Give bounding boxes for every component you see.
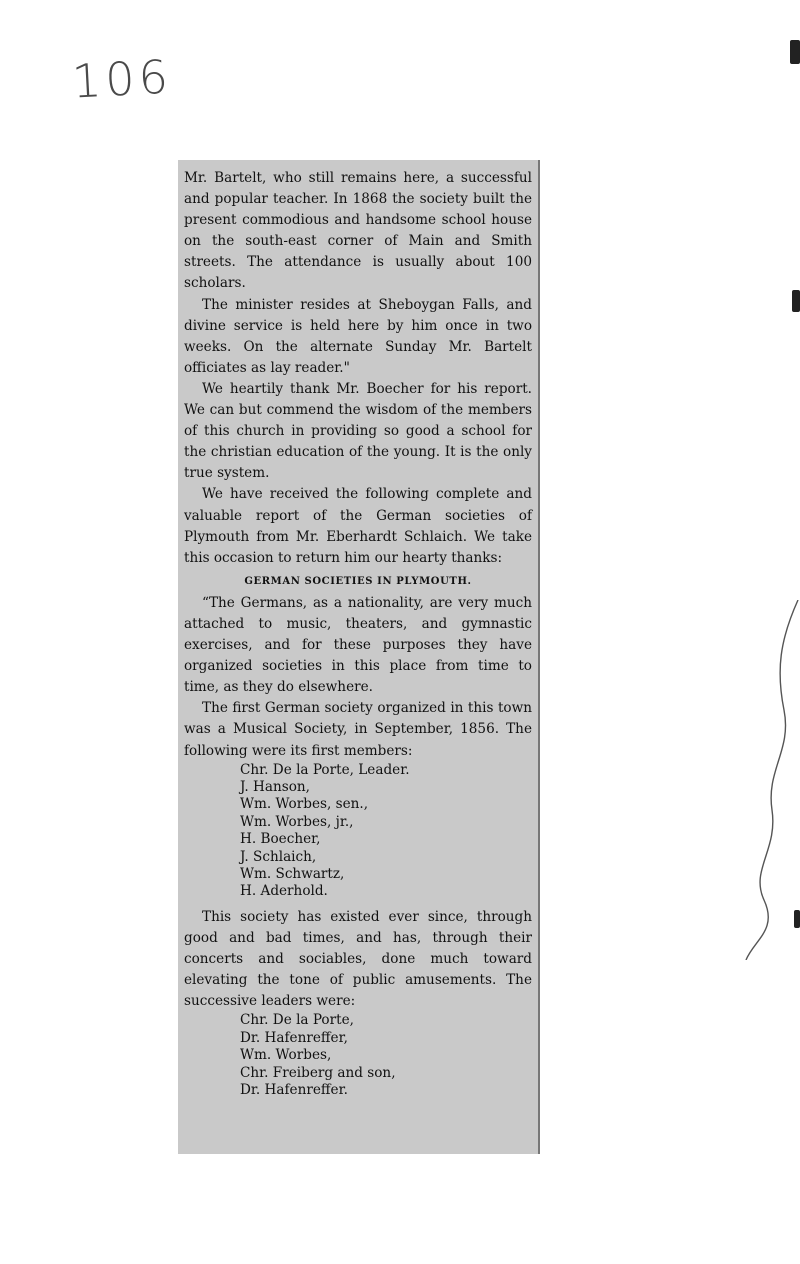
member-name: H. Aderhold. bbox=[240, 883, 328, 900]
article-paragraph: The minister resides at Sheboygan Falls, and divine service is held here by him once in two weeks. On the alternate Sunday Mr. Bartelt officiates as lay reader." bbox=[184, 296, 532, 376]
clipping-column-rule bbox=[538, 160, 540, 1154]
leaders-list bbox=[184, 1012, 532, 1099]
handwritten-page-number: 106 bbox=[70, 49, 174, 109]
newspaper-clipping bbox=[178, 160, 540, 1154]
leader-name: Dr. Hafenreffer, bbox=[240, 1029, 348, 1046]
member-name: Wm. Schwartz, bbox=[240, 866, 345, 883]
leader-name: Chr. De la Porte, bbox=[240, 1012, 354, 1029]
scan-edge-mark bbox=[792, 290, 800, 312]
member-name: H. Boecher, bbox=[240, 831, 321, 848]
leader-name: Dr. Hafenreffer. bbox=[240, 1081, 348, 1098]
member-name: Wm. Worbes, sen., bbox=[240, 796, 369, 813]
article-body bbox=[184, 168, 532, 1099]
paper-tear-line bbox=[680, 600, 800, 960]
leader-name: Chr. Freiberg and son, bbox=[240, 1064, 396, 1081]
article-paragraph: Mr. Bartelt, who still remains here, a successful and popular teacher. In 1868 the society built the present commodious and handsome school house on the south-east corner of Main and Smith streets. The attendance is usually about 100 scholars. bbox=[184, 170, 532, 292]
member-name: J. Schlaich, bbox=[240, 848, 317, 865]
member-name: Wm. Worbes, jr., bbox=[240, 813, 354, 830]
article-paragraph: This society has existed ever since, through good and bad times, and has, through their concerts and sociables, done much toward elevating the tone of public amusements. The successive leaders were: bbox=[184, 908, 532, 1010]
article-paragraph: We heartily thank Mr. Boecher for his report. We can but commend the wisdom of the members of this church in providing so good a school for the christian education of the young. It is the only true system. bbox=[184, 380, 532, 482]
article-paragraph: “The Germans, as a nationality, are very much attached to music, theaters, and gymnastic exercises, and for these purposes they have organized societies in this place from time to time, as they do elsewhere. bbox=[184, 594, 532, 696]
scan-edge-mark bbox=[790, 40, 800, 64]
member-name: Chr. De la Porte, Leader. bbox=[240, 761, 410, 778]
article-paragraph: The first German society organized in this town was a Musical Society, in September, 1856. The following were its first members: bbox=[184, 700, 532, 759]
section-heading: GERMAN SOCIETIES IN PLYMOUTH. bbox=[244, 575, 472, 587]
member-name: J. Hanson, bbox=[240, 779, 310, 796]
article-paragraph: We have received the following complete and valuable report of the German societies of Plymouth from Mr. Eberhardt Schlaich. We take this occasion to return him our hearty thanks: bbox=[184, 486, 532, 566]
leader-name: Wm. Worbes, bbox=[240, 1047, 332, 1064]
first-members-list bbox=[184, 762, 532, 901]
